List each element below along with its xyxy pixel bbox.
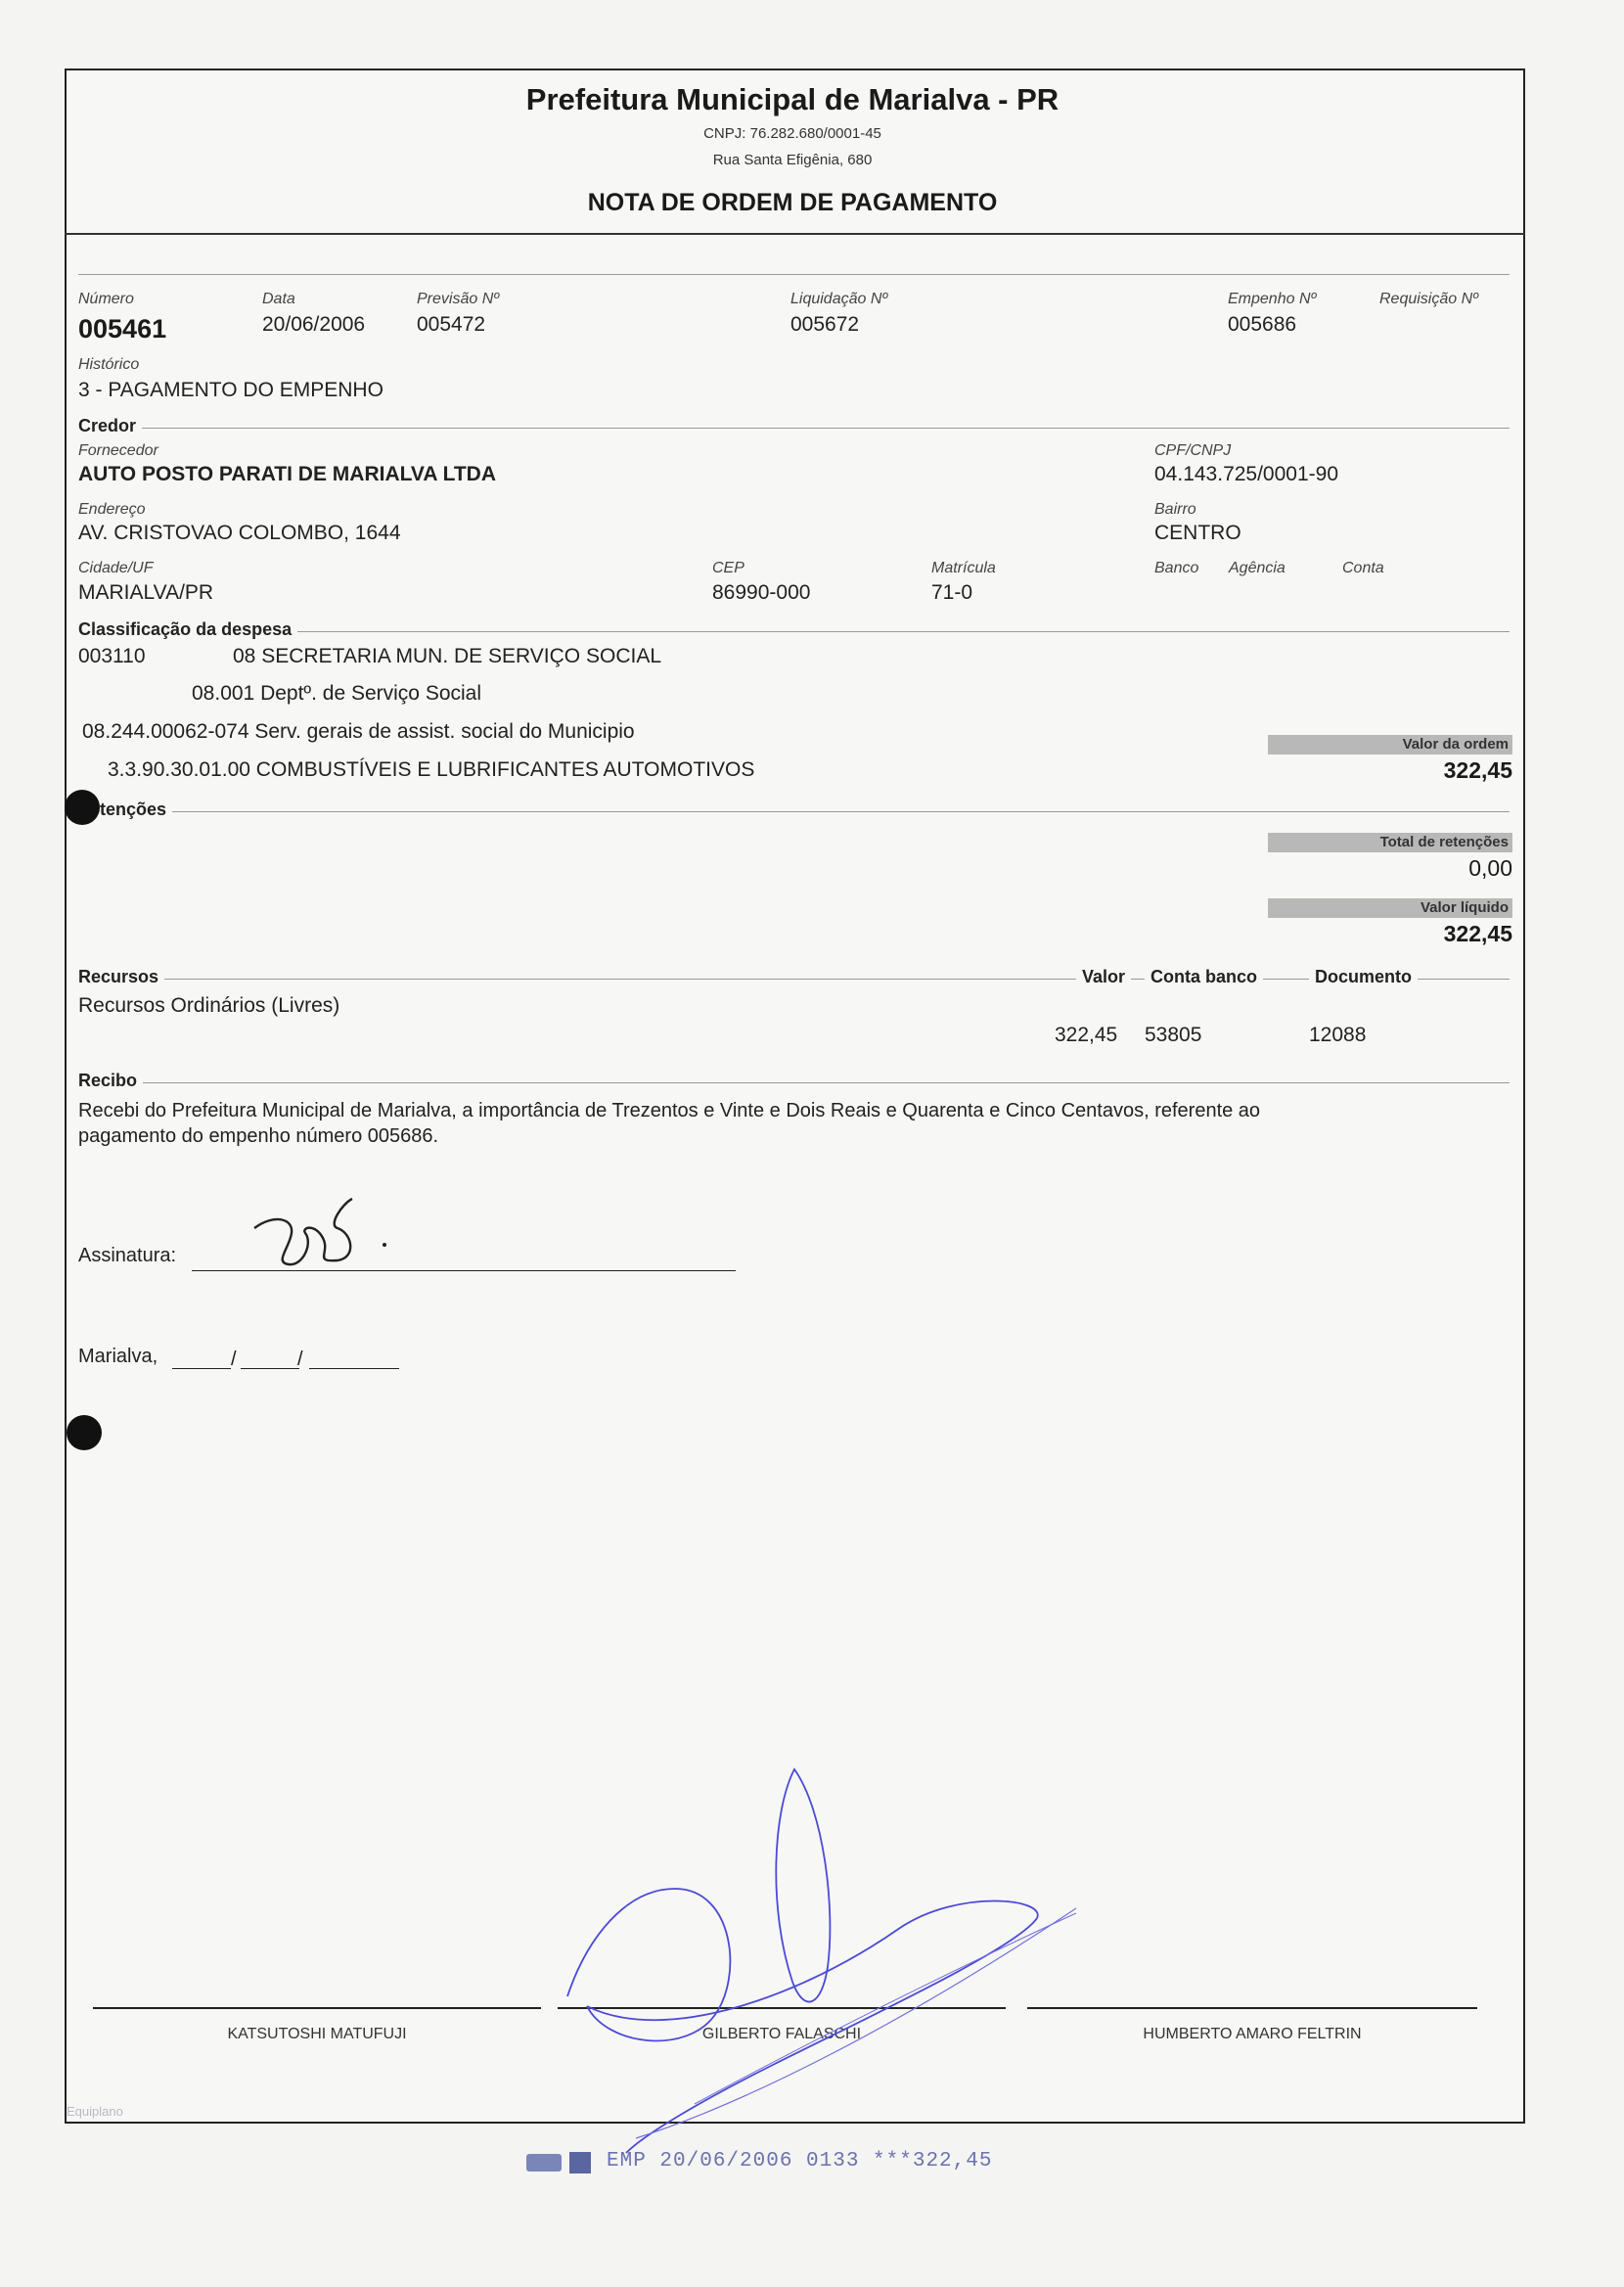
valor-liquido-bar: [1268, 898, 1512, 918]
recursos-documento: 12088: [1309, 1024, 1367, 1046]
endereco-label: Endereço: [78, 501, 146, 518]
valor-liquido-label: Valor líquido: [1420, 899, 1509, 916]
total-retencoes-value: 0,00: [1468, 855, 1512, 881]
liquidacao-value: 005672: [790, 313, 860, 336]
date-day-line: [172, 1368, 231, 1369]
classificacao-funcional: 08.244.00062-074 Serv. gerais de assist. social do Municipio: [82, 720, 635, 743]
empenho-value: 005686: [1228, 313, 1297, 336]
banco-label: Banco: [1154, 560, 1199, 576]
date-month-line: [241, 1368, 299, 1369]
signature-line-1: [93, 2007, 541, 2009]
classificacao-elemento: 3.3.90.30.01.00 COMBUSTÍVEIS E LUBRIFICANTES AUTOMOTIVOS: [108, 758, 755, 781]
page-title: Prefeitura Municipal de Marialva - PR: [525, 82, 1060, 116]
recibo-text-line2: pagamento do empenho número 005686.: [78, 1125, 439, 1147]
punch-hole-top: [65, 790, 100, 825]
recursos-conta: 53805: [1145, 1024, 1202, 1046]
classificacao-unidade: 08.001 Deptº. de Serviço Social: [192, 682, 482, 705]
header-cnpj: CNPJ: 76.282.680/0001-45: [703, 125, 881, 142]
numero-value: 005461: [78, 314, 167, 343]
fornecedor-value: AUTO POSTO PARATI DE MARIALVA LTDA: [78, 463, 496, 485]
empenho-label: Empenho Nº: [1228, 291, 1317, 307]
date-sep-1: /: [231, 1349, 237, 1370]
credor-section: Credor: [78, 416, 142, 436]
recursos-documento-label: Documento: [1309, 967, 1418, 987]
valor-liquido-value: 322,45: [1443, 921, 1512, 946]
conta-label: Conta: [1342, 560, 1384, 576]
total-retencoes-label: Total de retenções: [1379, 834, 1509, 850]
liquidacao-label: Liquidação Nº: [790, 291, 888, 307]
bank-stamp-text: EMP 20/06/2006 0133 ***322,45: [607, 2150, 993, 2173]
numero-label: Número: [78, 291, 134, 307]
recursos-valor: 322,45: [1055, 1024, 1118, 1046]
bank-stamp-logo: [526, 2154, 562, 2172]
document-title: NOTA DE ORDEM DE PAGAMENTO: [587, 189, 998, 216]
date-year-line: [309, 1368, 399, 1369]
equiplano-mark: Equiplano: [67, 2104, 123, 2119]
recursos-section: Recursos: [78, 967, 164, 987]
matricula-label: Matrícula: [931, 560, 996, 576]
recibo-text-line1: Recebi do Prefeitura Municipal de Marialva, a importância de Trezentos e Vinte e Dois Reais e Quarenta e Cinco Centavos, referente ao: [78, 1100, 1261, 1121]
bairro-value: CENTRO: [1154, 522, 1241, 544]
cidade-label: Cidade/UF: [78, 560, 154, 576]
cidade-value: MARIALVA/PR: [78, 581, 214, 604]
total-retencoes-bar: [1268, 833, 1512, 852]
recursos-descricao: Recursos Ordinários (Livres): [78, 994, 340, 1017]
classificacao-code: 003110: [78, 645, 146, 667]
classificacao-section: Classificação da despesa: [78, 619, 297, 640]
recursos-conta-label: Conta banco: [1145, 967, 1263, 987]
recursos-divider: [78, 979, 1510, 980]
requisicao-label: Requisição Nº: [1379, 291, 1478, 307]
top-divider: [78, 274, 1510, 275]
signature-name-2: GILBERTO FALASCHI: [701, 2026, 862, 2042]
previsao-label: Previsão Nº: [417, 291, 500, 307]
bank-stamp-logo-block: [569, 2152, 591, 2173]
retencoes-section: tenções: [100, 800, 172, 820]
recibo-divider: [78, 1082, 1510, 1083]
header-address: Rua Santa Efigênia, 680: [712, 152, 873, 168]
endereco-value: AV. CRISTOVAO COLOMBO, 1644: [78, 522, 401, 544]
header-divider: [65, 233, 1525, 235]
signature-name-1: KATSUTOSHI MATUFUJI: [227, 2026, 407, 2042]
agencia-label: Agência: [1229, 560, 1286, 576]
data-value: 20/06/2006: [262, 313, 366, 336]
valor-ordem-value: 322,45: [1443, 757, 1512, 783]
punch-hole-bottom: [67, 1415, 102, 1450]
cep-label: CEP: [712, 560, 744, 576]
matricula-value: 71-0: [931, 581, 973, 604]
previsao-value: 005472: [417, 313, 486, 336]
handwritten-initials: [245, 1184, 401, 1272]
recibo-section: Recibo: [78, 1071, 143, 1091]
date-sep-2: /: [297, 1349, 303, 1370]
local-label: Marialva,: [78, 1346, 158, 1367]
valor-ordem-bar: [1268, 735, 1512, 755]
cpf-value: 04.143.725/0001-90: [1154, 463, 1339, 485]
classificacao-orgao: 08 SECRETARIA MUN. DE SERVIÇO SOCIAL: [233, 645, 662, 667]
assinatura-label: Assinatura:: [78, 1245, 177, 1266]
cep-value: 86990-000: [712, 581, 811, 604]
cpf-label: CPF/CNPJ: [1154, 442, 1232, 459]
retencoes-divider: [78, 811, 1510, 812]
fornecedor-label: Fornecedor: [78, 442, 158, 459]
bairro-label: Bairro: [1154, 501, 1196, 518]
valor-ordem-label: Valor da ordem: [1402, 736, 1509, 753]
signature-name-3: HUMBERTO AMARO FELTRIN: [1143, 2026, 1362, 2042]
credor-divider: [78, 428, 1510, 429]
data-label: Data: [262, 291, 295, 307]
historico-label: Histórico: [78, 356, 140, 373]
historico-value: 3 - PAGAMENTO DO EMPENHO: [78, 379, 383, 401]
recursos-valor-label: Valor: [1076, 967, 1131, 987]
handwritten-signature: [548, 1752, 1096, 2163]
